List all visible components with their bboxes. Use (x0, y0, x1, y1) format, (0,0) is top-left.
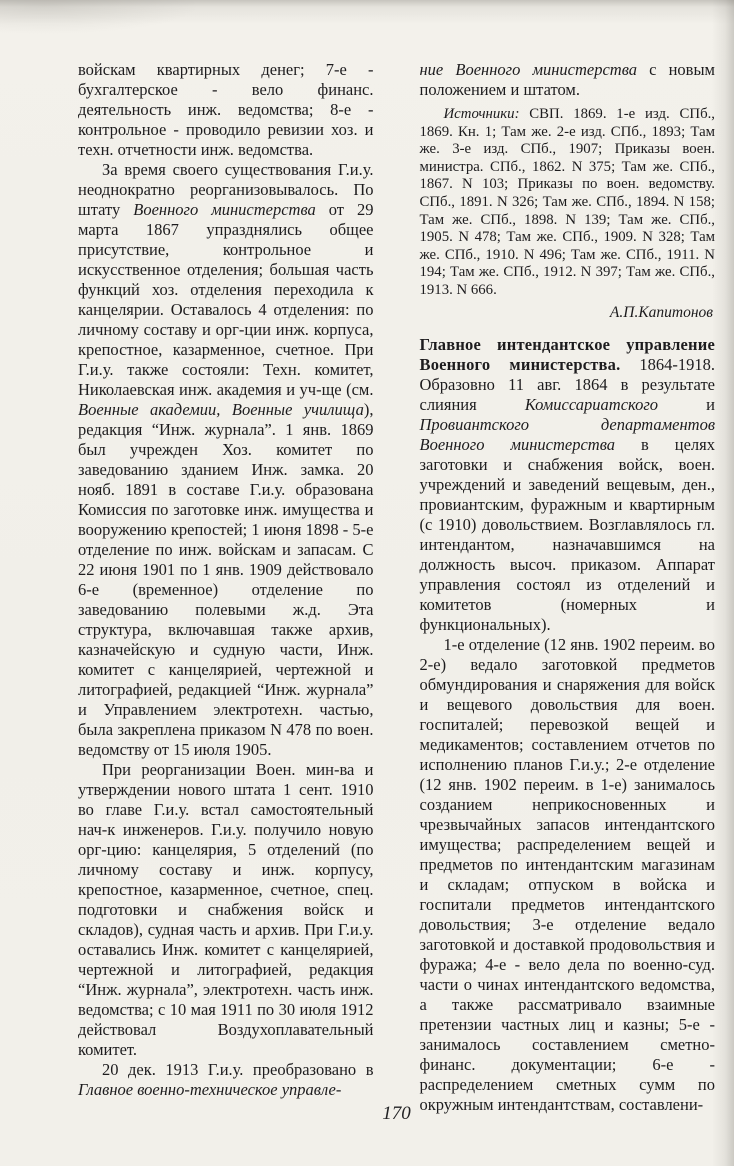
author-signature (420, 303, 716, 323)
paragraph (78, 60, 374, 160)
text-run: Военные академии, Военные училища (78, 400, 364, 419)
text-run: За время своего существования Г.и.у. неоднократно реорганизовывалось. По штату (78, 160, 374, 219)
page-number: 170 (382, 1103, 411, 1124)
entry-paragraph (420, 335, 716, 635)
text-run: от 29 марта 1867 упразднялись общее присутствие, контрольное и искусственное отделения; большая часть функций хоз. отделения переходила к канцелярии. Оставалось 4 отделения: по личному составу и орг-ции инж. корпуса, крепостное, казарменное, счетное. При Г.и.у. также состояли: Техн. комитет, Николаевская инж. академия и уч-ще (см. (78, 200, 374, 399)
text-run: Источники: (443, 106, 520, 122)
text-run: 1864-1918. Образовно 11 авг. 1864 в результате слияния (419, 354, 715, 414)
text-run: Главное военно-техническое управле- (78, 1080, 342, 1099)
paragraph (78, 760, 374, 1060)
text-run: Военного министерства (133, 200, 316, 219)
text-run: и (658, 394, 715, 414)
left-column (78, 60, 374, 1115)
text-run: 1-е отделение (12 янв. 1902 переим. во 2-е) ведало заготовкой предметов обмундирования и снаряжения для войск и вещевого довольствия для воен. госпиталей; перевозкой вещей и медикаментов; составлением отчетов по исполнению планов Г.и.у.; 2-е отделение (12 янв. 1902 переим. в 1-е) занималось созданием неприкосновенных и чрезвычайных запасов интендантского имущества; распределением вещей и предметов по интендантским магазинам и складам; отпуском в войска и госпитали предметов интендантского довольствия; 3-е отделение ведало заготовкой и доставкой продовольствия и фуража; 4-е - вело дела по военно-суд. части о чинах интендантского ведомства, а также рассматривало взаимные претензии частных лиц и казны; 5-е - занималось составлением сметно-финанс. документации; 6-е - распределением сметных сумм по окружным интендантствам, составлени- (419, 634, 715, 1114)
right-column (420, 60, 716, 1115)
paragraph (420, 635, 716, 1115)
text-run: ние Военного министерства (419, 60, 638, 79)
paragraph (78, 1060, 374, 1100)
entry-headword: Главное интендантское управление Военного министерства. (419, 334, 715, 374)
text-run: 20 дек. 1913 Г.и.у. преобразовано в (102, 1060, 374, 1079)
paragraph (78, 160, 374, 760)
text-run: А.П.Капитонов (609, 303, 713, 321)
paragraph (420, 60, 716, 100)
text-run: При реорганизации Воен. мин-ва и утверждении нового штата 1 сент. 1910 во главе Г.и.у. встал самостоятельный нач-к инженеров. Г.и.у. получило новую орг-цию: канцелярия, 5 отделений (по личному составу и инж. корпусу, крепостное, казарменное, счетное, спец. подготовки и снабжения войск и складов), судная часть и архив. При Г.и.у. оставались Инж. комитет с канцелярией, чертежной и литографией, редакция “Инж. журнала”, электротехн. часть инж. ведомства; с 10 мая 1911 по 30 июля 1912 действовал Воздухоплавательный комитет. (78, 760, 374, 1059)
text-run: Комиссариатского (524, 394, 659, 414)
sources-paragraph (420, 106, 716, 300)
text-run: войскам квартирных денег; 7-е - бухгалтерское - вело финанс. деятельность инж. ведомства; 8-е - контрольное - проводило ревизии хоз. и техн. отчетности инж. ведомства. (78, 60, 374, 159)
text-run: ), редакция “Инж. журнала”. 1 янв. 1869 был учрежден Хоз. комитет по заведованию зданием Инж. замка. 20 нояб. 1891 в составе Г.и.у. образована Комиссия по заготовке инж. имущества и вооружению крепостей; 1 июня 1898 - 5-е отделение по инж. войскам и запасам. С 22 июня 1901 по 1 янв. 1909 действовало 6-е (временное) отделение по заведованию полевыми ж.д. Эта структура, включавшая также архив, казначейскую и судную части, Инж. комитет с канцелярией, чертежной и литографией, редакцией “Инж. журнала” и Управлением электротехн. частью, была закреплена приказом N 478 по воен. ведомству от 15 июля 1905. (78, 400, 374, 759)
text-run: в целях заготовки и снабжения войск, воен. учреждений и заведений вещевым, ден., провиантским, фуражным и квартирным (с 1910) довольствием. Возглавлялось гл. интендантом, назначавшимся на должность высоч. приказом. Аппарат управления состоял из отделений и комитетов (номерных и функциональных). (419, 434, 715, 634)
text-run: с новым положением и штатом. (419, 60, 715, 99)
text-run: Провиантского департаментов Военного министерства (419, 414, 715, 454)
text-run: СВП. 1869. 1-е изд. СПб., 1869. Кн. 1; Там же. 2-е изд. СПб., 1893; Там же. 3-е изд. СПб., 1907; Приказы воен. министра. СПб., 1862. N 375; Там же. СПб., 1867. N 103; Приказы по воен. ведомству. СПб., 1891. N 326; Там же. СПб., 1894. N 158; Там же. СПб., 1898. N 139; Там же. СПб., 1905. N 478; Там же. СПб., 1909. N 328; Там же. СПб., 1910. N 496; Там же. СПб., 1911. N 194; Там же. СПб., 1912. N 397; Там же. СПб., 1913. N 666. (419, 106, 715, 298)
page-content (78, 60, 715, 1115)
